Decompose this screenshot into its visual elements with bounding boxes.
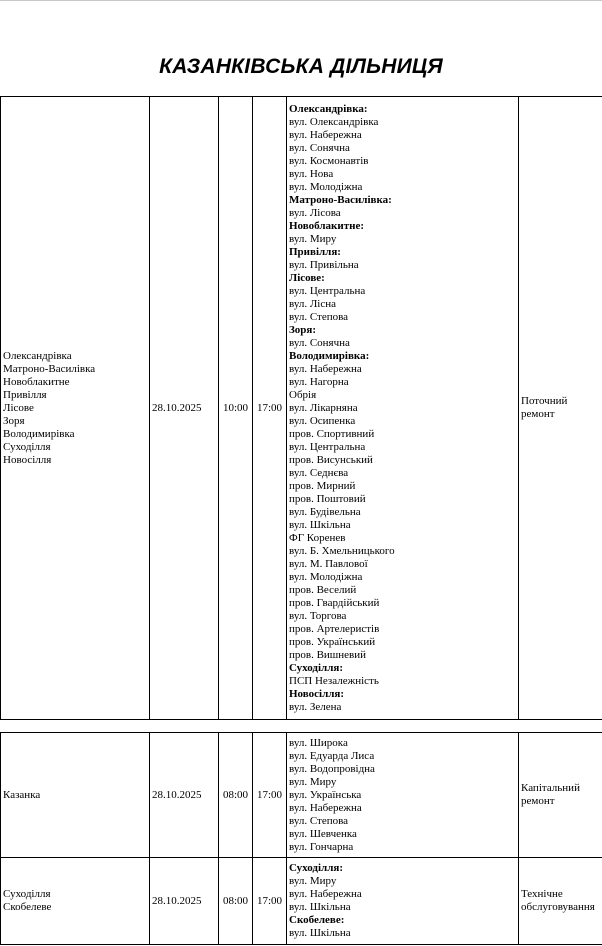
street-item: пров. Артелеристів (289, 622, 380, 635)
street-item: вул. Набережна (289, 362, 362, 375)
settlement-heading: Новосілля: (289, 687, 345, 700)
start-time-cell: 10:00 (219, 97, 253, 720)
settlement-heading: Скобелеве: (289, 914, 345, 926)
settlement-heading: Привілля: (289, 245, 341, 258)
street-item: пров. Український (289, 635, 376, 648)
village-name: Суходілля (3, 440, 51, 453)
street-item: пров. Мирний (289, 479, 356, 492)
street-item: вул. Привільна (289, 258, 359, 271)
table-row (1, 97, 602, 720)
work-type-cell: Капітальний ремонт (519, 733, 602, 858)
settlement-heading: Володимирівка: (289, 349, 370, 362)
page-title: КАЗАНКІВСЬКА ДІЛЬНИЦЯ (159, 55, 443, 78)
street-item: вул. Степова (289, 814, 349, 827)
street-item: вул. Водопровідна (289, 762, 375, 775)
street-item: вул. Торгова (289, 609, 347, 622)
village-name: Матроно-Василівка (3, 362, 96, 375)
schedule-table-1 (0, 96, 602, 720)
street-item: ПСП Незалежність (289, 674, 379, 687)
settlement-heading: Суходілля: (289, 661, 344, 674)
street-item: вул. Набережна (289, 801, 362, 814)
village-name: Привілля (3, 388, 47, 401)
date-cell: 28.10.2025 (150, 858, 219, 945)
street-item: вул. Степова (289, 310, 349, 323)
street-item: вул. Миру (289, 232, 337, 245)
village-name: Зоря (3, 414, 25, 427)
village-name: Суходілля (3, 888, 51, 900)
street-item: вул. Лісна (289, 297, 336, 310)
table-row (1, 858, 602, 945)
street-item: вул. Сонячна (289, 141, 350, 154)
street-item: вул. Миру (289, 875, 337, 887)
street-item: пров. Вишневий (289, 648, 367, 661)
settlement-heading: Суходілля: (289, 862, 344, 874)
street-item: вул. Шкільна (289, 518, 351, 531)
date-cell: 28.10.2025 (150, 733, 219, 858)
street-item: вул. Едуарда Лиса (289, 749, 375, 762)
street-item: вул. Осипенка (289, 414, 356, 427)
work-type-cell: Поточний ремонт (519, 97, 602, 720)
street-item: вул. Гончарна (289, 840, 354, 853)
settlement-heading: Олександрівка: (289, 102, 368, 115)
street-item: ФГ Коренев (289, 531, 346, 544)
street-item: Обрія (289, 388, 317, 401)
village-name: Казанка (3, 788, 41, 801)
streets-cell (287, 858, 519, 945)
street-item: вул. Будівельна (289, 505, 361, 518)
street-item: вул. Лісова (289, 206, 341, 219)
street-item: вул. Нова (289, 167, 334, 180)
street-item: вул. Українська (289, 788, 362, 801)
end-time-cell: 17:00 (253, 97, 287, 720)
street-item: вул. Б. Хмельницького (289, 544, 395, 557)
street-item: вул. Набережна (289, 888, 362, 900)
street-item: вул. Лікарняна (289, 401, 358, 414)
street-item: вул. Набережна (289, 128, 362, 141)
end-time-cell: 17:00 (253, 858, 287, 945)
start-time-cell: 08:00 (219, 858, 253, 945)
street-item: вул. Нагорна (289, 375, 349, 388)
top-divider (0, 0, 602, 1)
end-time-cell: 17:00 (253, 733, 287, 858)
village-name: Скобелеве (3, 901, 52, 913)
street-item: вул. Шкільна (289, 901, 351, 913)
villages-cell (1, 858, 150, 945)
street-item: пров. Гвардійський (289, 596, 380, 609)
village-name: Новосілля (3, 453, 52, 466)
streets-cell (287, 733, 519, 858)
street-item: вул. Широка (289, 736, 348, 749)
street-item: вул. Шкільна (289, 927, 351, 939)
settlement-heading: Новоблакитне: (289, 219, 365, 232)
street-item: вул. Олександрівка (289, 115, 379, 128)
street-item: вул. Космонавтів (289, 154, 369, 167)
village-name: Олександрівка (3, 349, 72, 362)
street-item: вул. Центральна (289, 440, 366, 453)
village-name: Володимирівка (3, 427, 75, 440)
settlement-heading: Зоря: (289, 323, 317, 336)
table-row (1, 733, 602, 858)
village-name: Новоблакитне (3, 375, 70, 388)
settlement-heading: Лісове: (289, 271, 325, 284)
street-item: вул. Зелена (289, 700, 342, 713)
street-item: вул. Шевченка (289, 827, 357, 840)
villages-cell (1, 97, 150, 720)
schedule-table-2 (0, 732, 602, 945)
street-item: вул. Молодіжна (289, 180, 363, 193)
street-item: пров. Поштовий (289, 492, 366, 505)
street-item: вул. Молодіжна (289, 570, 363, 583)
street-item: вул. Центральна (289, 284, 366, 297)
start-time-cell: 08:00 (219, 733, 253, 858)
villages-cell (1, 733, 150, 858)
village-name: Лісове (3, 401, 34, 414)
streets-cell (287, 97, 519, 720)
settlement-heading: Матроно-Василівка: (289, 193, 392, 206)
date-cell: 28.10.2025 (150, 97, 219, 720)
street-item: вул. М. Павлової (289, 557, 368, 570)
street-item: вул. Миру (289, 775, 337, 788)
work-type-cell: Технічне обслуговування (519, 858, 602, 945)
street-item: вул. Седнєва (289, 466, 349, 479)
street-item: пров. Веселий (289, 583, 357, 596)
street-item: пров. Висунський (289, 453, 373, 466)
street-item: вул. Сонячна (289, 336, 350, 349)
street-item: пров. Спортивний (289, 427, 375, 440)
